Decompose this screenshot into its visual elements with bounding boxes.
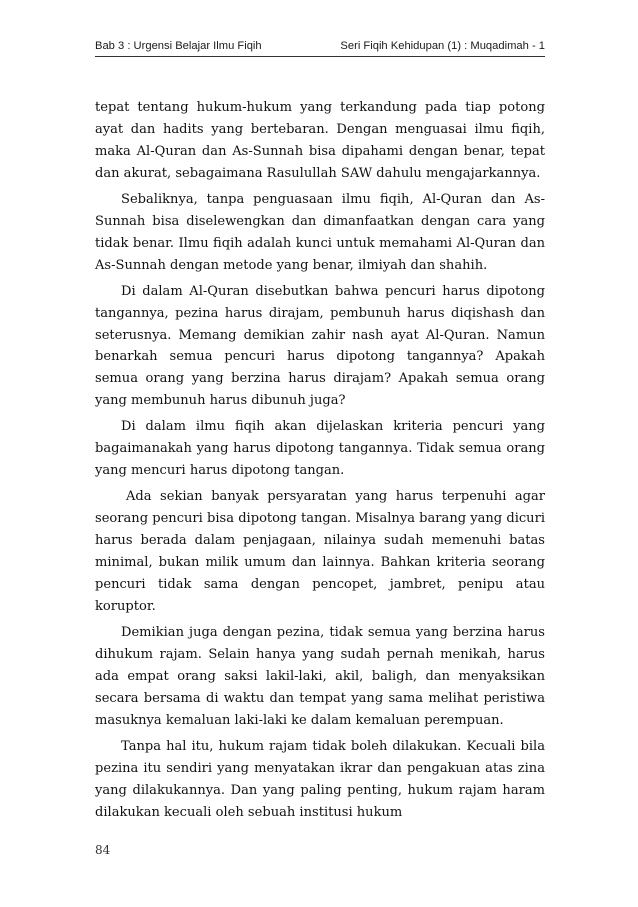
paragraph-7: Tanpa hal itu, hukum rajam tidak boleh dilakukan. Kecuali bila pezina itu sendiri yang menyatakan ikrar dan pengakuan atas zina yang dilakukannya. Dan yang paling penting, hukum rajam haram dilakukan kecuali oleh sebuah institusi hukum	[95, 738, 545, 820]
running-header	[95, 38, 545, 57]
paragraph-4: Di dalam ilmu fiqih akan dijelaskan kriteria pencuri yang bagaimanakah yang harus dipotong tangannya. Tidak semua orang yang mencuri harus dipotong tangan.	[95, 419, 545, 479]
paragraph-1: tepat tentang hukum-hukum yang terkandung pada tiap potong ayat dan hadits yang bertebaran. Dengan menguasai ilmu fiqih, maka Al-Quran dan As-Sunnah bisa dipahami dengan benar, tepat dan akurat, sebagaimana Rasulullah SAW dahulu mengajarkannya.	[95, 100, 545, 181]
page-number: 84	[95, 843, 111, 857]
paragraph-5: Ada sekian banyak persyaratan yang harus terpenuhi agar seorang pencuri bisa dipotong tangan. Misalnya barang yang dicuri harus berada dalam penjagaan, nilainya sudah memenuhi batas minimal, bukan milik umum dan lainnya. Bahkan kriteria seorang pencuri tidak sama dengan pencopet, jambret, penipu atau koruptor.	[95, 489, 545, 614]
body-text	[95, 97, 545, 828]
paragraph-6: Demikian juga dengan pezina, tidak semua yang berzina harus dihukum rajam. Selain hanya yang sudah pernah menikah, harus ada empat orang saksi lakil-laki, akil, baligh, dan menyaksikan secara bersama di waktu dan tempat yang sama melihat peristiwa masuknya kemaluan laki-laki ke dalam kemaluan perempuan.	[95, 624, 545, 728]
paragraph-3: Di dalam Al-Quran disebutkan bahwa pencuri harus dipotong tangannya, pezina harus dirajam, pembunuh harus diqishash dan seterusnya. Memang demikian zahir nash ayat Al-Quran. Namun benarkah semua pencuri harus dipotong tangannya? Apakah semua orang yang berzina harus dirajam? Apakah semua orang yang membunuh harus dibunuh juga?	[95, 283, 545, 409]
paragraph-2: Sebaliknya, tanpa penguasaan ilmu fiqih, Al-Quran dan As-Sunnah bisa diselewengkan dan dimanfaatkan dengan cara yang tidak benar. Ilmu fiqih adalah kunci untuk memahami Al-Quran dan As-Sunnah dengan metode yang benar, ilmiyah dan shahih.	[95, 191, 545, 273]
header-series-title: Seri Fiqih Kehidupan (1) : Muqadimah - 1	[340, 40, 545, 52]
header-chapter-title: Bab 3 : Urgensi Belajar Ilmu Fiqih	[95, 40, 262, 52]
